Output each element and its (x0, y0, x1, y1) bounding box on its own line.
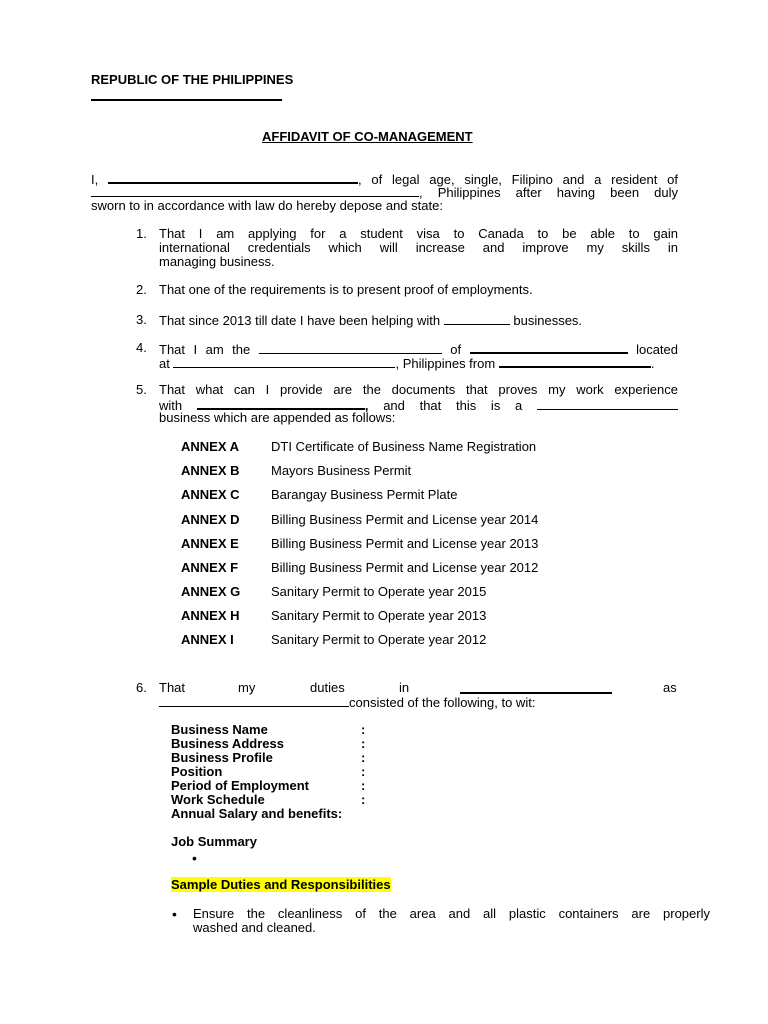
item-6-word: That (159, 680, 186, 695)
item-number: 1. (136, 226, 147, 241)
annex-label: ANNEX A (181, 439, 240, 454)
field-colon: : (361, 722, 366, 737)
sample-duties-heading (171, 878, 391, 892)
with-blank (197, 397, 365, 410)
annex-label: ANNEX F (181, 560, 239, 575)
job-summary-bullet: • (192, 850, 197, 866)
intro-line-1: I, , of legal age, single, Filipino and a resident of (91, 172, 678, 187)
location-blank (173, 356, 395, 368)
position-blank (259, 342, 442, 354)
job-summary-heading: Job Summary (171, 834, 257, 849)
item-6-line-2: consisted of the following, to wit: (159, 695, 535, 710)
annex-description: Mayors Business Permit (271, 463, 412, 478)
duty-1-line-1: Ensure the cleanliness of the area and all plastic containers are properly (193, 906, 710, 921)
annex-label: ANNEX I (181, 632, 234, 647)
item-6-word: my (238, 680, 256, 695)
item-number: 2. (136, 282, 147, 297)
item-6-word: in (399, 680, 410, 695)
date-from-blank (499, 355, 651, 368)
item-4-line-2: at , Philippines from . (159, 356, 655, 371)
annex-label: ANNEX E (181, 536, 239, 551)
annex-label: ANNEX G (181, 584, 241, 599)
item-1-line-2: international credentials which will increase and improve my skills in (159, 240, 678, 255)
field-colon: : (361, 736, 366, 751)
document-title: AFFIDAVIT OF CO-MANAGEMENT (262, 129, 473, 144)
highlighted-text: Sample Duties and Responsibilities (171, 877, 391, 892)
field-label: Business Profile (171, 750, 273, 765)
annex-description: Sanitary Permit to Operate year 2012 (271, 632, 487, 647)
annex-label: ANNEX B (181, 463, 240, 478)
business-blank (470, 341, 628, 354)
annex-description: Sanitary Permit to Operate year 2015 (271, 584, 487, 599)
field-label: Position (171, 764, 223, 779)
job-title-blank (159, 695, 349, 707)
item-number: 3. (136, 312, 147, 327)
field-label: Period of Employment (171, 778, 309, 793)
duty-bullet: • (172, 906, 177, 922)
annex-description: Barangay Business Permit Plate (271, 487, 458, 502)
field-label: Work Schedule (171, 792, 265, 807)
field-label: Business Address (171, 736, 284, 751)
intro-line-2: , Philippines after having been duly (91, 185, 678, 200)
annex-label: ANNEX D (181, 512, 240, 527)
item-5-line-1: That what can I provide are the documents that proves my work experience (159, 382, 678, 397)
item-number: 4. (136, 340, 147, 355)
residence-blank (91, 185, 419, 197)
field-colon: : (361, 778, 366, 793)
item-1-line-3: managing business. (159, 254, 275, 269)
annex-description: DTI Certificate of Business Name Registration (271, 439, 537, 454)
item-6-word: duties (310, 680, 345, 695)
header-underline (91, 99, 282, 101)
republic-heading: REPUBLIC OF THE PHILIPPINES (91, 72, 294, 87)
annual-salary-label: Annual Salary and benefits: (171, 806, 343, 821)
field-colon: : (361, 764, 366, 779)
item-number: 6. (136, 680, 147, 695)
annex-description: Billing Business Permit and License year 2013 (271, 536, 539, 551)
field-label: Business Name (171, 722, 268, 737)
annex-description: Sanitary Permit to Operate year 2013 (271, 608, 487, 623)
name-blank (108, 171, 358, 184)
field-colon: : (361, 792, 366, 807)
annex-description: Billing Business Permit and License year 2012 (271, 560, 539, 575)
intro-line-3: sworn to in accordance with law do hereby depose and state: (91, 198, 443, 213)
item-6-word: as (663, 680, 677, 695)
item-4-line-1: That I am the of located (159, 342, 678, 357)
annex-label: ANNEX C (181, 487, 240, 502)
business-type-blank (537, 398, 678, 410)
item-3-text: That since 2013 till date I have been helping with businesses. (159, 313, 583, 328)
field-colon: : (361, 750, 366, 765)
duties-business-blank (460, 681, 612, 694)
annex-label: ANNEX H (181, 608, 240, 623)
item-1-line-1: That I am applying for a student visa to Canada to be able to gain (159, 226, 678, 241)
annex-description: Billing Business Permit and License year 2014 (271, 512, 539, 527)
business-count-blank (444, 313, 510, 325)
duty-1-line-2: washed and cleaned. (193, 920, 316, 935)
item-2-text: That one of the requirements is to present proof of employments. (159, 282, 533, 297)
item-number: 5. (136, 382, 147, 397)
item-5-line-2: with , and that this is a (159, 397, 678, 413)
item-5-line-3: business which are appended as follows: (159, 410, 396, 425)
